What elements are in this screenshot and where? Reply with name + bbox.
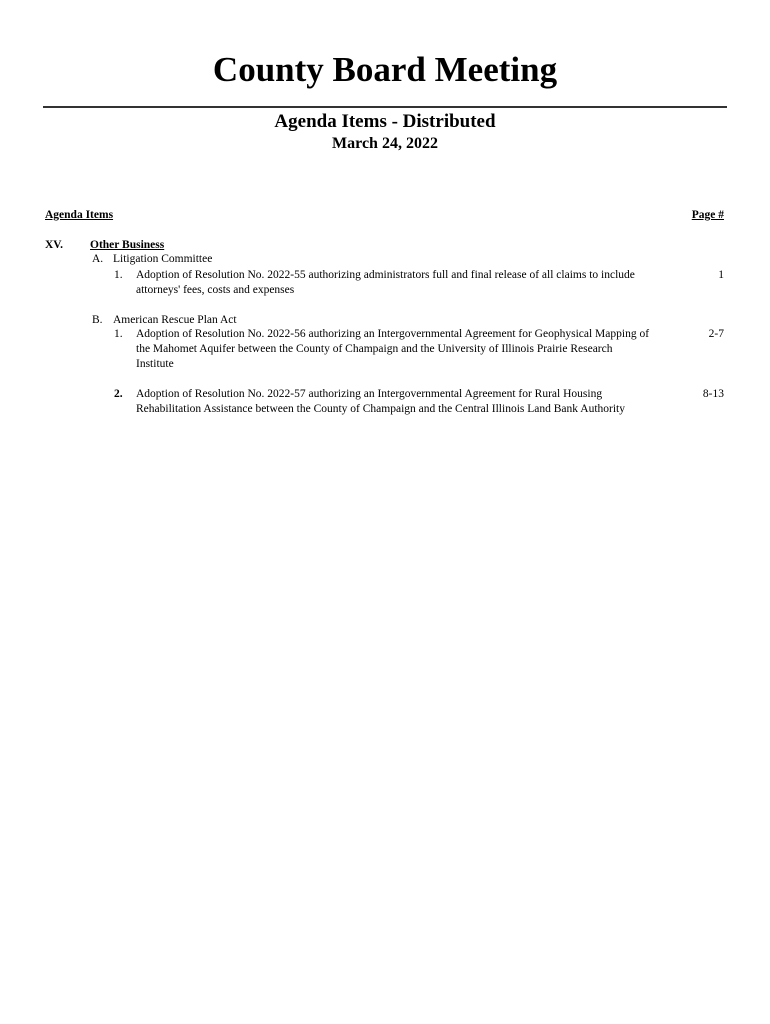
subsection-title: American Rescue Plan Act: [113, 314, 237, 326]
subsection-letter: B.: [92, 314, 103, 326]
title-divider: [43, 106, 727, 108]
item-description: Adoption of Resolution No. 2022-57 authorizing an Intergovernmental Agreement for Rural Housing Rehabilitation Assistance between the County of Champaign and the Central Illinois Land Bank Authority: [136, 388, 625, 415]
item-page-number: 1: [718, 269, 724, 281]
section-numeral: XV.: [45, 239, 64, 251]
section-title: Other Business: [90, 239, 165, 251]
item-page-number: 2-7: [708, 328, 724, 340]
subsection-title: Litigation Committee: [113, 253, 213, 265]
item-description: Adoption of Resolution No. 2022-55 authorizing administrators full and final release of all claims to include attorneys' fees, costs and expenses: [136, 269, 635, 296]
document-subtitle: Agenda Items - Distributed: [274, 111, 496, 132]
subsection-letter: A.: [92, 253, 104, 265]
item-description: Adoption of Resolution No. 2022-56 authorizing an Intergovernmental Agreement for Geophysical Mapping of the Mahomet Aquifer between the County of Champaign and the University of Illinois Prairie Research Institute: [136, 328, 650, 370]
item-page-number: 8-13: [702, 388, 724, 400]
document-title: County Board Meeting: [212, 50, 558, 89]
page-number-header: Page #: [691, 209, 724, 221]
agenda-items-header: Agenda Items: [45, 209, 114, 221]
item-number: 2.: [114, 388, 123, 400]
item-number: 1.: [114, 269, 123, 281]
item-number: 1.: [114, 328, 123, 340]
meeting-date: March 24, 2022: [332, 135, 438, 152]
